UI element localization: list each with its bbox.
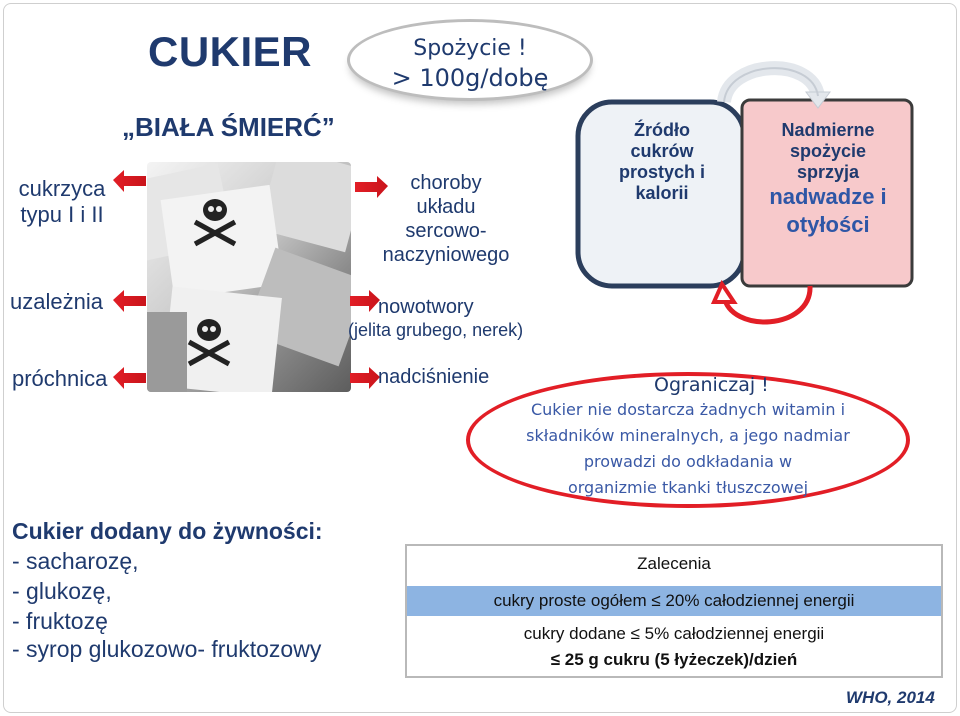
recommendations-row-1: cukry proste ogółem ≤ 20% całodziennej energii [407, 584, 941, 618]
label-prochnica: próchnica [12, 366, 108, 391]
warning-title: Ograniczaj ! [654, 374, 769, 396]
warning-line-4: organizmie tkanki tłuszczowej [567, 478, 809, 497]
cycle-left-line-2: cukrów [630, 141, 694, 161]
added-sugar-item-3: - fruktozę [12, 608, 108, 634]
label-cukrzyca: cukrzyca [18, 176, 106, 201]
label-choroby-2: układu [416, 196, 476, 218]
subtitle: „BIAŁA ŚMIERĆ” [122, 112, 335, 142]
cycle-right-text [746, 120, 910, 239]
warning-line-1: Cukier nie dostarcza żadnych witamin i [530, 400, 846, 419]
added-sugar-item-1: - sacharozę, [12, 548, 139, 574]
cycle-right-line-4: nadwadze i [769, 184, 887, 209]
added-sugar-item-2: - glukozę, [12, 578, 112, 604]
label-typu: typu I i II [20, 202, 104, 227]
label-nowotwory: nowotwory [378, 296, 474, 318]
cycle-right-line-3: sprzyja [796, 162, 860, 182]
label-nowotwory-detail: (jelita grubego, nerek) [348, 320, 524, 340]
bubble-line-1: Spożycie ! [413, 36, 527, 61]
cycle-left-text [592, 120, 732, 204]
title: CUKIER [148, 28, 313, 75]
source-label: WHO, 2014 [846, 688, 935, 707]
arrow-left-3 [113, 367, 146, 389]
cycle-right-line-5: otyłości [786, 212, 870, 237]
cycle-left-line-4: kalorii [635, 183, 689, 203]
cycle-left-line-3: prostych i [618, 162, 706, 182]
arrow-left-1 [113, 170, 146, 192]
label-choroby-3: sercowo- [405, 220, 487, 242]
cycle-left-line-1: Źródło [634, 120, 690, 140]
recommendations-row-2: cukry dodane ≤ 5% całodziennej energii [523, 624, 825, 643]
added-sugar-item-4: - syrop glukozowo- fruktozowy [12, 636, 322, 662]
recommendations-header: Zalecenia [637, 554, 711, 573]
cycle-right-line-2: spożycie [789, 141, 867, 161]
bubble-line-2: > 100g/dobę [391, 64, 549, 92]
warning-line-3: prowadzi do odkładania w [583, 452, 793, 471]
warning-line-2: składników mineralnych, a jego nadmiar [526, 426, 850, 445]
label-choroby-4: naczyniowego [382, 244, 510, 266]
label-choroby-1: choroby [410, 172, 482, 194]
added-sugar-title: Cukier dodany do żywności: [12, 518, 323, 544]
arrow-left-2 [113, 290, 146, 312]
label-nadcisnienie: nadciśnienie [378, 366, 490, 388]
cycle-right-line-1: Nadmierne [781, 120, 875, 140]
arrow-right-2 [350, 290, 380, 312]
arrow-right-3 [350, 367, 380, 389]
label-uzaleznia: uzależnia [10, 289, 103, 314]
cycle-arrow-top [724, 68, 818, 102]
recommendations-table [405, 544, 943, 678]
recommendations-row-3: ≤ 25 g cukru (5 łyżeczek)/dzień [550, 650, 798, 669]
